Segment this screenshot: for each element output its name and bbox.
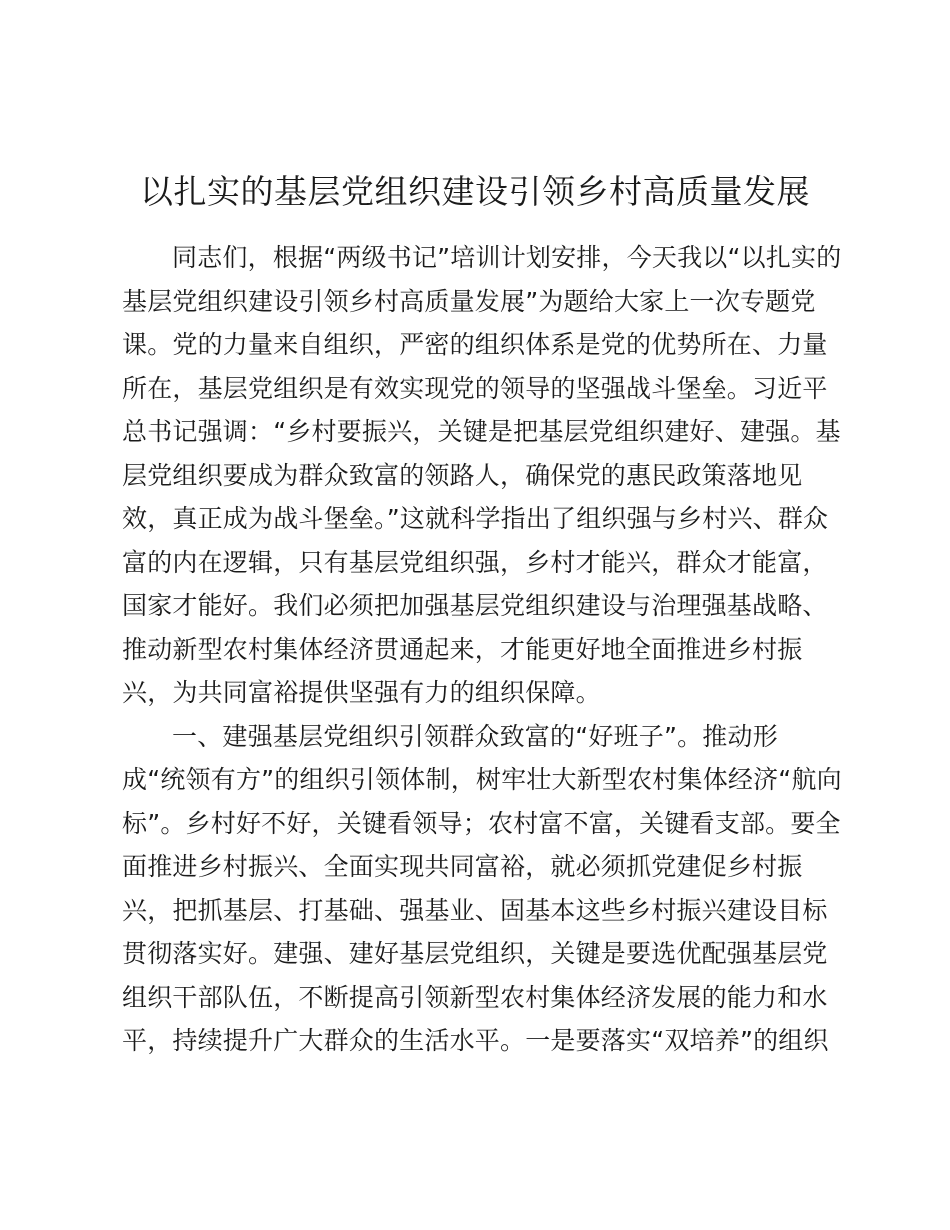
text-line: 效，真正成为战斗堡垒。”这就科学指出了组织强与乡村兴、群众 <box>122 504 829 533</box>
text-line: 兴，为共同富裕提供坚强有力的组织保障。 <box>122 678 601 707</box>
text-line: 总书记强调：“乡村要振兴，关键是把基层党组织建好、建强。基 <box>122 417 841 446</box>
text-line: 所在，基层党组织是有效实现党的领导的坚强战斗堡垒。习近平 <box>122 373 828 403</box>
text-line: 成“统领有方”的组织引领体制，树牢壮大新型农村集体经济“航向 <box>122 765 842 794</box>
text-line: 推动新型农村集体经济贯通起来，才能更好地全面推进乡村振 <box>122 634 803 664</box>
text-line: 兴，把抓基层、打基础、强基业、固基本这些乡村振兴建设目标 <box>122 895 828 925</box>
text-line: 国家才能好。我们必须把加强基层党组织建设与治理强基战略、 <box>122 591 828 620</box>
text-line: 同志们，根据“两级书记”培训计划安排，今天我以“以扎实的 <box>172 243 842 272</box>
text-line: 组织干部队伍，不断提高引领新型农村集体经济发展的能力和水 <box>122 982 828 1012</box>
paragraph-intro <box>122 236 842 715</box>
text-line: 平，持续提升广大群众的生活水平。一是要落实“双培养”的组织 <box>122 1026 829 1055</box>
paragraph-section-one <box>122 715 842 1063</box>
text-line: 贯彻落实好。建强、建好基层党组织，关键是要选优配强基层党 <box>122 939 828 968</box>
text-line: 富的内在逻辑，只有基层党组织强，乡村才能兴，群众才能富， <box>122 547 828 577</box>
text-line: 一、建强基层党组织引领群众致富的“好班子”。推动形 <box>172 721 778 751</box>
text-line: 课。党的力量来自组织，严密的组织体系是党的优势所在、力量 <box>122 330 828 359</box>
text-line: 面推进乡村振兴、全面实现共同富裕，就必须抓党建促乡村振 <box>122 852 803 881</box>
text-line: 基层党组织建设引领乡村高质量发展”为题给大家上一次专题党 <box>122 286 816 316</box>
text-line: 标”。乡村好不好，关键看领导；农村富不富，关键看支部。要全 <box>122 808 841 838</box>
text-line: 层党组织要成为群众致富的领路人，确保党的惠民政策落地见 <box>122 460 803 490</box>
page-title: 以扎实的基层党组织建设引领乡村高质量发展 <box>140 172 810 211</box>
document-body <box>122 236 842 1063</box>
